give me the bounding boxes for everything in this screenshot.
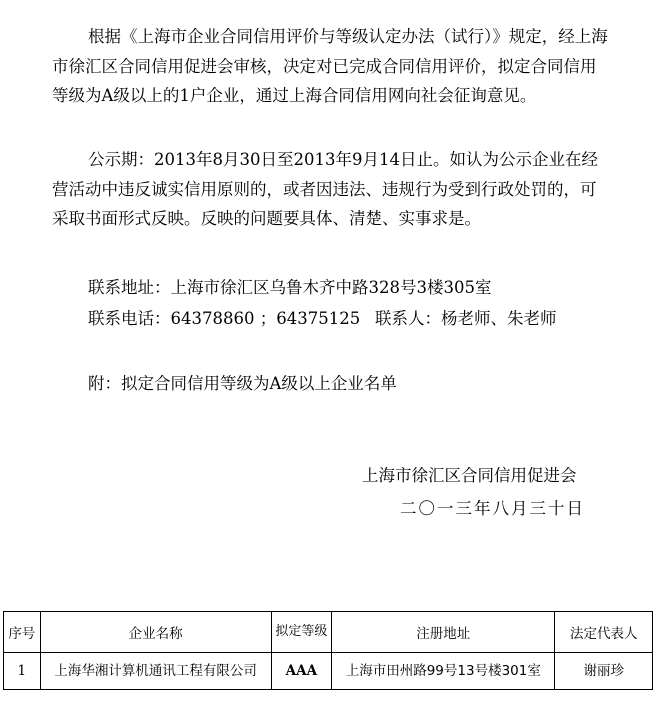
header-grade: 拟定等级 [271,612,332,653]
cell-address: 上海市田州路99号13号楼301室 [332,653,555,690]
signature-date: 二〇一三年八月三十日 [400,499,585,518]
notice-paragraph-2: 公示期：2013年8月30日至2013年9月14日止。如认为公示企业在经营活动中违反诚实信用原则的，或者因违法、违规行为受到行政处罚的，可采取书面形式反映。反映的问题要具体、清楚、实事求是。 [52,150,598,228]
attachment-note: 附：拟定合同信用等级为A级以上企业名单 [88,374,397,393]
contact-phone: 联系电话：64378860 ；64375125 [88,309,361,328]
notice-paragraph-1: 根据《上海市企业合同信用评价与等级认定办法（试行）》规定，经上海市徐汇区合同信用促进会审核，决定对已完成合同信用评价，拟定合同信用等级为A级以上的1户企业，通过上海合同信用网向社会征询意见。 [52,27,608,105]
header-seq: 序号 [4,612,41,653]
signature-org: 上海市徐汇区合同信用促进会 [362,466,577,485]
header-address: 注册地址 [332,612,555,653]
table-header-row [4,612,653,653]
cell-seq: 1 [4,653,41,690]
header-rep: 法定代表人 [555,612,653,653]
cell-grade: AAA [271,653,332,690]
header-name: 企业名称 [40,612,271,653]
cell-name: 上海华湘计算机通讯工程有限公司 [40,653,271,690]
enterprise-table [3,611,653,690]
contact-person: 联系人：杨老师、朱老师 [375,309,557,328]
contact-address: 联系地址：上海市徐汇区乌鲁木齐中路328号3楼305室 [88,278,492,297]
cell-rep: 谢丽珍 [555,653,653,690]
table-row [4,653,653,690]
